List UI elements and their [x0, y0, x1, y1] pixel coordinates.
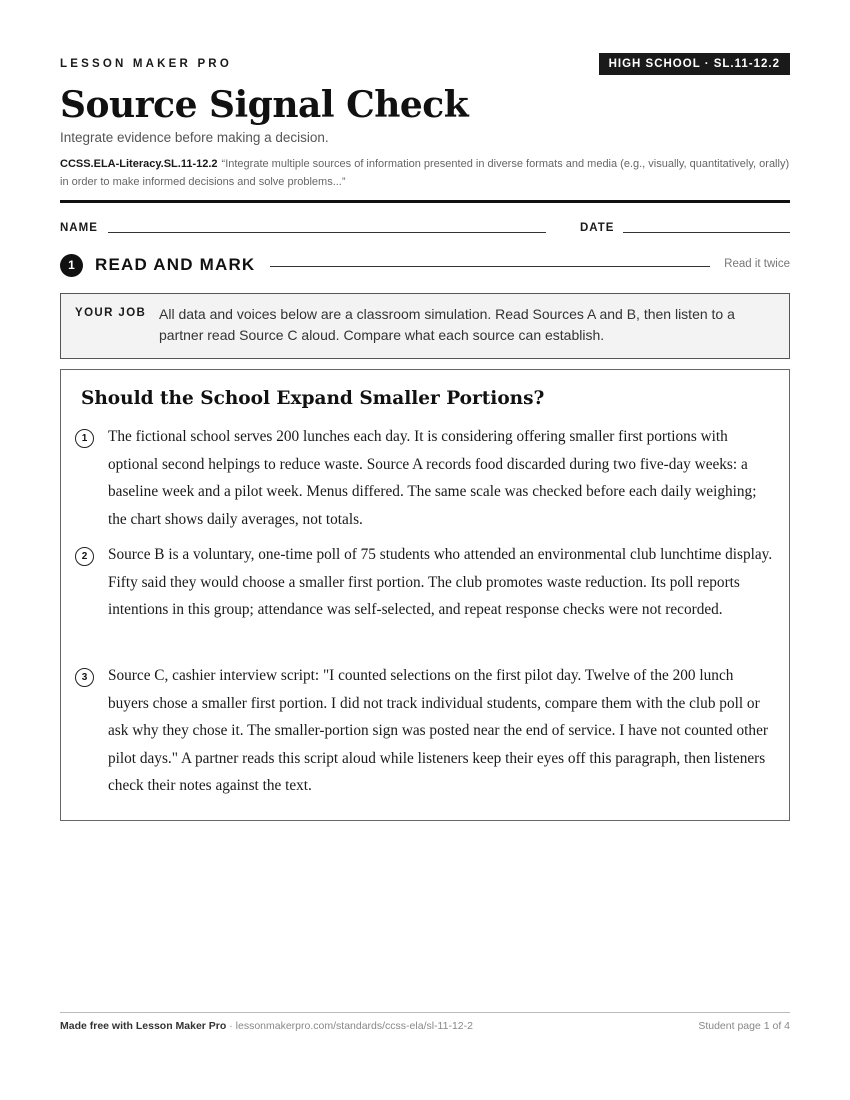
brand-name: LESSON MAKER PRO — [60, 58, 232, 70]
reading-title: Should the School Expand Smaller Portions? — [81, 388, 545, 409]
paragraph-text: Source C, cashier interview script: "I counted selections on the first pilot day. Twelve of the 200 lunch buyers chose a smaller first portion. I did not track individual students, compare them with the club poll or ask why they chose it. The smaller-portion sign was posted near the end of service. I have not counted other pilot days." A partner reads this script aloud while listeners keep their eyes off this paragraph, then listeners check their notes against the text. — [108, 667, 768, 795]
job-callout — [60, 293, 790, 359]
footer-divider — [60, 1012, 790, 1013]
footer-separator: · — [226, 1020, 236, 1032]
worksheet-page — [60, 0, 790, 1100]
section-note: Read it twice — [724, 258, 790, 270]
paragraph-number: 2 — [75, 547, 94, 566]
section-title: READ AND MARK — [95, 255, 256, 274]
date-field[interactable] — [623, 232, 790, 233]
paragraph-number: 3 — [75, 668, 94, 687]
page-number: Student page 1 of 4 — [698, 1020, 790, 1032]
section-divider — [270, 266, 710, 267]
page-title: Source Signal Check — [60, 84, 469, 126]
footer-brand: Made free with Lesson Maker Pro — [60, 1020, 227, 1032]
standard-citation — [60, 155, 790, 191]
name-label: NAME — [60, 222, 98, 234]
job-label: YOUR JOB — [75, 307, 147, 319]
date-label: DATE — [580, 222, 615, 234]
standard-code: CCSS.ELA-Literacy.SL.11-12.2 — [60, 158, 218, 170]
paragraph-number: 1 — [75, 429, 94, 448]
footer-url[interactable]: lessonmakerpro.com/standards/ccss-ela/sl-11-12-2 — [235, 1020, 473, 1032]
paragraph-text: The fictional school serves 200 lunches each day. It is considering offering smaller first portions with optional second helpings to reduce waste. Source A records food discarded during two five-day weeks: a baseline week and a pilot week. Menus differed. The same scale was checked before each daily weighing; the chart shows daily averages, not totals. — [108, 428, 757, 528]
footer-credit — [60, 1020, 473, 1032]
section-header — [60, 254, 790, 278]
job-instructions: All data and voices below are a classroom simulation. Read Sources A and B, then listen to a partner read Source C aloud. Compare what each source can establish. — [159, 306, 735, 343]
name-field[interactable] — [108, 232, 546, 233]
standard-quote: “Integrate multiple sources of information presented in diverse formats and media (e.g., visually, quantitatively, orally) in order to make informed decisions and solve problems...” — [60, 158, 790, 188]
level-badge: HIGH SCHOOL · SL.11-12.2 — [599, 53, 790, 75]
reading-passage — [60, 369, 790, 821]
step-number-badge: 1 — [60, 254, 83, 277]
page-subtitle: Integrate evidence before making a decision. — [60, 130, 329, 145]
student-fields — [60, 222, 790, 236]
header-divider — [60, 200, 790, 203]
paragraph-text: Source B is a voluntary, one-time poll of 75 students who attended an environmental club lunchtime display. Fifty said they would choose a smaller first portion. The club promotes waste reduction. Its poll reports intentions in this group; attendance was self-selected, and repeat response checks were not recorded. — [108, 546, 773, 619]
